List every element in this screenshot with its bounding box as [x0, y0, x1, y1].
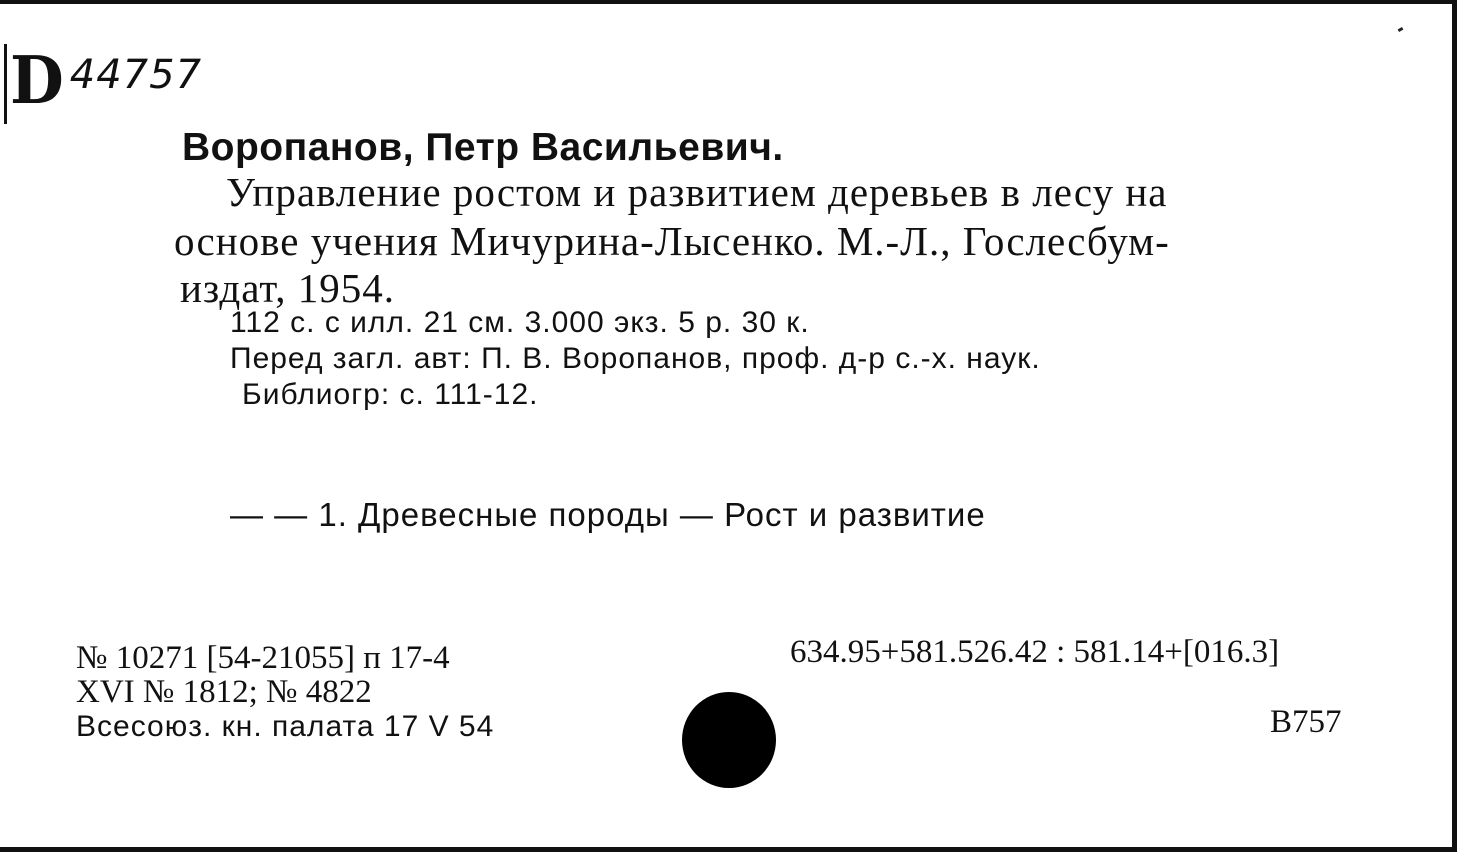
call-number — [10, 42, 203, 119]
corner-mark — [1398, 27, 1404, 32]
author-code: В757 — [1270, 704, 1342, 740]
registration-number: № 10271 [54-21055] п 17-4 — [76, 640, 450, 676]
book-chamber-stamp: Всесоюз. кн. палата 17 V 54 — [76, 710, 495, 743]
card-punch-hole — [682, 692, 776, 788]
author-heading: Воропанов, Петр Васильевич. — [182, 126, 784, 169]
bibliography-note: Библиогр: с. 111-12. — [242, 378, 539, 411]
udc-classification: 634.95+581.526.42 : 581.14+[016.3] — [790, 634, 1280, 670]
subject-heading: — — 1. Древесные породы — Рост и развитие — [230, 496, 986, 533]
series-numbers: XVI № 1812; № 4822 — [76, 674, 372, 710]
call-number-digits: 44757 — [69, 52, 203, 98]
call-number-letter: D — [10, 42, 64, 119]
edge-scratch — [4, 44, 7, 124]
title-line-2: основе учения Мичурина-Лысенко. М.-Л., Гослесбум- — [174, 218, 1170, 264]
responsibility-note: Перед загл. авт: П. В. Воропанов, проф. д-р с.-х. наук. — [230, 342, 1041, 375]
title-line-1: Управление ростом и развитием деревьев в лесу на — [226, 169, 1168, 215]
physical-description: 112 с. с илл. 21 см. 3.000 экз. 5 р. 30 к. — [230, 306, 810, 339]
title-line-3: издат, 1954. — [180, 265, 395, 311]
